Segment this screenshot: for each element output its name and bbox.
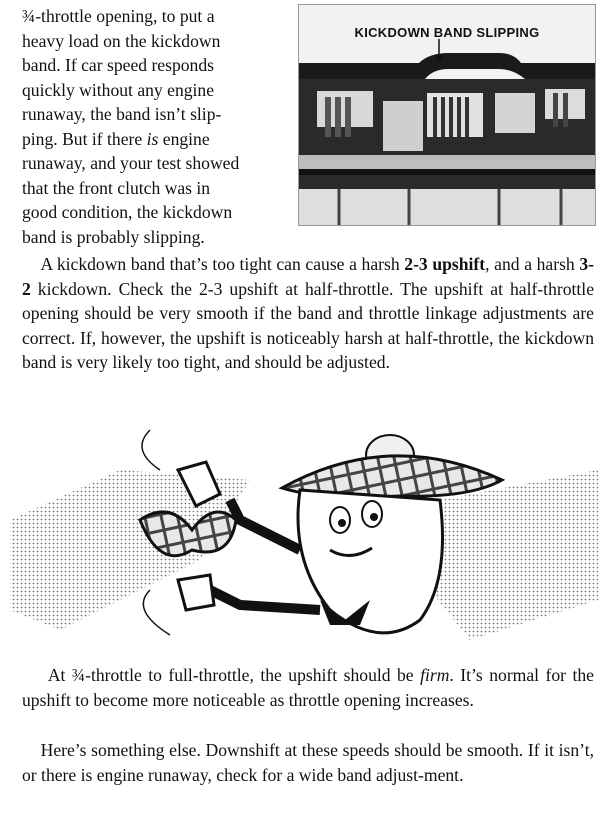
emphasis: firm bbox=[420, 665, 450, 685]
figure-caption: KICKDOWN BAND SLIPPING bbox=[354, 25, 540, 40]
text-run: A kickdown band that’s too tight can cause a harsh bbox=[40, 254, 405, 274]
text-line: runaway, the band isn’t slip- bbox=[22, 104, 222, 124]
text-line: that the front clutch was in bbox=[22, 177, 211, 198]
text-run: Here’s something else. Downshift at these speeds should be smooth. If it isn’t, or there is engine runaway, check for a wide band adjust-ment. bbox=[22, 740, 595, 785]
text-line: band is probably slipping. bbox=[22, 226, 205, 247]
text-line: runaway, and your test showed bbox=[22, 153, 240, 173]
emphasis: is bbox=[146, 128, 159, 149]
mechanic-cartoon-illustration bbox=[0, 410, 600, 665]
bold-term: 3-2 bbox=[22, 254, 595, 299]
text-run: At ¾-throttle to full-throttle, the upshift should be bbox=[47, 665, 421, 685]
text-line: quickly without any engine bbox=[22, 79, 215, 100]
text-run: ping. But if there bbox=[22, 128, 147, 149]
text-line: band. If car speed responds bbox=[22, 55, 214, 75]
text-run: , and a harsh bbox=[485, 254, 580, 274]
text-line bbox=[22, 127, 280, 152]
kickdown-band-figure bbox=[298, 4, 596, 226]
intro-paragraph bbox=[22, 4, 280, 249]
bold-term: 2-3 upshift bbox=[404, 254, 486, 274]
text-line: heavy load on the kickdown bbox=[22, 30, 221, 51]
downshift-paragraph bbox=[22, 738, 594, 787]
firm-upshift-paragraph bbox=[22, 663, 594, 712]
text-run: engine bbox=[158, 128, 210, 149]
text-run: kickdown. Check the 2-3 upshift at half-throttle. The upshift at half-throttle opening should be very smooth if the band and throttle linkage adjustments are correct. If, however, the upshift is noticeably harsh at half-throttle, the kickdown band is very likely too tight, and should be adjusted. bbox=[22, 278, 594, 372]
kickdown-tight-paragraph bbox=[22, 252, 594, 375]
text-line: ¾-throttle opening, to put a bbox=[22, 6, 215, 26]
text-line: good condition, the kickdown bbox=[22, 202, 233, 222]
text-run: . It’s normal for the upshift to become more noticeable as throttle opening increases. bbox=[22, 665, 594, 710]
